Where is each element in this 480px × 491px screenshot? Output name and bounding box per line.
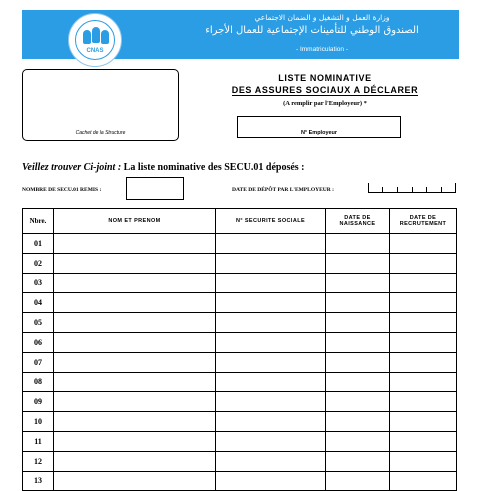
hire-date-cell[interactable] (390, 471, 457, 491)
col-header-name: NOM ET PRENOM (54, 209, 216, 234)
stamp-label: Cachet de la Structure (75, 130, 126, 136)
hire-date-cell[interactable] (390, 313, 457, 333)
hire-date-cell[interactable] (390, 234, 457, 254)
date-tick (412, 187, 413, 192)
table-row (23, 253, 457, 273)
table-row (23, 313, 457, 333)
social-security-cell[interactable] (216, 273, 326, 293)
name-cell[interactable] (54, 412, 216, 432)
social-security-cell[interactable] (216, 352, 326, 372)
hire-date-cell[interactable] (390, 293, 457, 313)
date-tick (368, 183, 369, 192)
social-security-cell[interactable] (216, 234, 326, 254)
birth-date-cell[interactable] (326, 273, 390, 293)
social-security-cell[interactable] (216, 451, 326, 471)
date-tick (397, 187, 398, 192)
birth-date-cell[interactable] (326, 293, 390, 313)
row-number: 06 (23, 332, 54, 352)
row-number: 01 (23, 234, 54, 254)
social-security-cell[interactable] (216, 392, 326, 412)
birth-date-cell[interactable] (326, 372, 390, 392)
social-security-cell[interactable] (216, 253, 326, 273)
birth-date-cell[interactable] (326, 313, 390, 333)
name-cell[interactable] (54, 451, 216, 471)
date-tick (426, 187, 427, 192)
deposit-date-label: DATE DE DÉPÔT PAR L'EMPLOYEUR : (232, 187, 334, 193)
name-cell[interactable] (54, 293, 216, 313)
row-number: 02 (23, 253, 54, 273)
table-row (23, 234, 457, 254)
hire-date-cell[interactable] (390, 352, 457, 372)
fund-name: الصندوق الوطني للتأمينات الإجتماعية للعمال الأجراء (205, 25, 419, 36)
hire-date-cell[interactable] (390, 273, 457, 293)
header-banner (22, 10, 459, 59)
logo-figure-icon (83, 30, 91, 44)
employer-number-label: N° Employeur (300, 130, 338, 136)
row-number: 04 (23, 293, 54, 313)
date-tick (455, 183, 456, 192)
deposit-date-field[interactable] (368, 183, 456, 193)
hire-date-cell[interactable] (390, 412, 457, 432)
row-number: 12 (23, 451, 54, 471)
employer-number-field[interactable] (237, 116, 401, 138)
logo-figure-icon (92, 27, 100, 43)
social-security-cell[interactable] (216, 332, 326, 352)
name-cell[interactable] (54, 471, 216, 491)
table-row (23, 352, 457, 372)
col-header-birth-date: DATE DE NAISSANCE (326, 209, 390, 234)
row-number: 11 (23, 431, 54, 451)
social-security-cell[interactable] (216, 471, 326, 491)
name-cell[interactable] (54, 431, 216, 451)
hire-date-cell[interactable] (390, 372, 457, 392)
name-cell[interactable] (54, 332, 216, 352)
table-row (23, 471, 457, 491)
date-tick (382, 187, 383, 192)
hire-date-cell[interactable] (390, 431, 457, 451)
document-title-line1: LISTE NOMINATIVE (278, 73, 372, 83)
social-security-cell[interactable] (216, 313, 326, 333)
hire-date-cell[interactable] (390, 451, 457, 471)
insured-list-table (22, 208, 457, 491)
social-security-cell[interactable] (216, 431, 326, 451)
section-label: - Immatriculation - (295, 46, 348, 53)
name-cell[interactable] (54, 313, 216, 333)
intro-italic: Veillez trouver Ci-joint : (22, 162, 122, 173)
row-number: 09 (23, 392, 54, 412)
row-number: 05 (23, 313, 54, 333)
birth-date-cell[interactable] (326, 253, 390, 273)
table-header-row (23, 209, 457, 234)
birth-date-cell[interactable] (326, 352, 390, 372)
name-cell[interactable] (54, 352, 216, 372)
social-security-cell[interactable] (216, 412, 326, 432)
table-row (23, 372, 457, 392)
ministry-name: وزارة العمل و التشغيل و الضمان الاجتماعي (254, 13, 390, 22)
name-cell[interactable] (54, 234, 216, 254)
birth-date-cell[interactable] (326, 471, 390, 491)
birth-date-cell[interactable] (326, 431, 390, 451)
secu-count-label: NOMBRE DE SECU.01 REMIS : (22, 187, 102, 193)
logo-figure-icon (101, 30, 109, 44)
row-number: 08 (23, 372, 54, 392)
hire-date-cell[interactable] (390, 392, 457, 412)
col-header-social-security: N° SECURITE SOCIALE (216, 209, 326, 234)
birth-date-cell[interactable] (326, 234, 390, 254)
table-row (23, 392, 457, 412)
table-row (23, 451, 457, 471)
logo-ring (75, 20, 115, 60)
birth-date-cell[interactable] (326, 412, 390, 432)
social-security-cell[interactable] (216, 293, 326, 313)
name-cell[interactable] (54, 392, 216, 412)
row-number: 03 (23, 273, 54, 293)
col-header-hire-date: DATE DE RECRUTEMENT (390, 209, 457, 234)
birth-date-cell[interactable] (326, 451, 390, 471)
birth-date-cell[interactable] (326, 392, 390, 412)
col-header-number: Nbre. (23, 209, 54, 234)
row-number: 10 (23, 412, 54, 432)
table-row (23, 273, 457, 293)
title-line2-text: DES ASSURES SOCIAUX A DÉCLARER (231, 85, 419, 95)
row-number: 13 (23, 471, 54, 491)
intro-rest: La liste nominative des SECU.01 déposés : (121, 162, 305, 173)
name-cell[interactable] (54, 273, 216, 293)
birth-date-cell[interactable] (326, 332, 390, 352)
social-security-cell[interactable] (216, 372, 326, 392)
table-row (23, 332, 457, 352)
name-cell[interactable] (54, 253, 216, 273)
name-cell[interactable] (54, 372, 216, 392)
hire-date-cell[interactable] (390, 332, 457, 352)
document-subtitle: (A remplir par l'Employeur) * (283, 100, 367, 107)
date-tick (441, 187, 442, 192)
secu-count-field[interactable] (126, 177, 184, 200)
table-row (23, 431, 457, 451)
hire-date-cell[interactable] (390, 253, 457, 273)
structure-stamp-box (22, 69, 179, 141)
row-number: 07 (23, 352, 54, 372)
document-title-line2 (210, 85, 440, 95)
table-row (23, 293, 457, 313)
logo-text: CNAS (86, 48, 104, 54)
intro-text (22, 162, 305, 173)
cnas-logo (68, 13, 122, 67)
table-row (23, 412, 457, 432)
